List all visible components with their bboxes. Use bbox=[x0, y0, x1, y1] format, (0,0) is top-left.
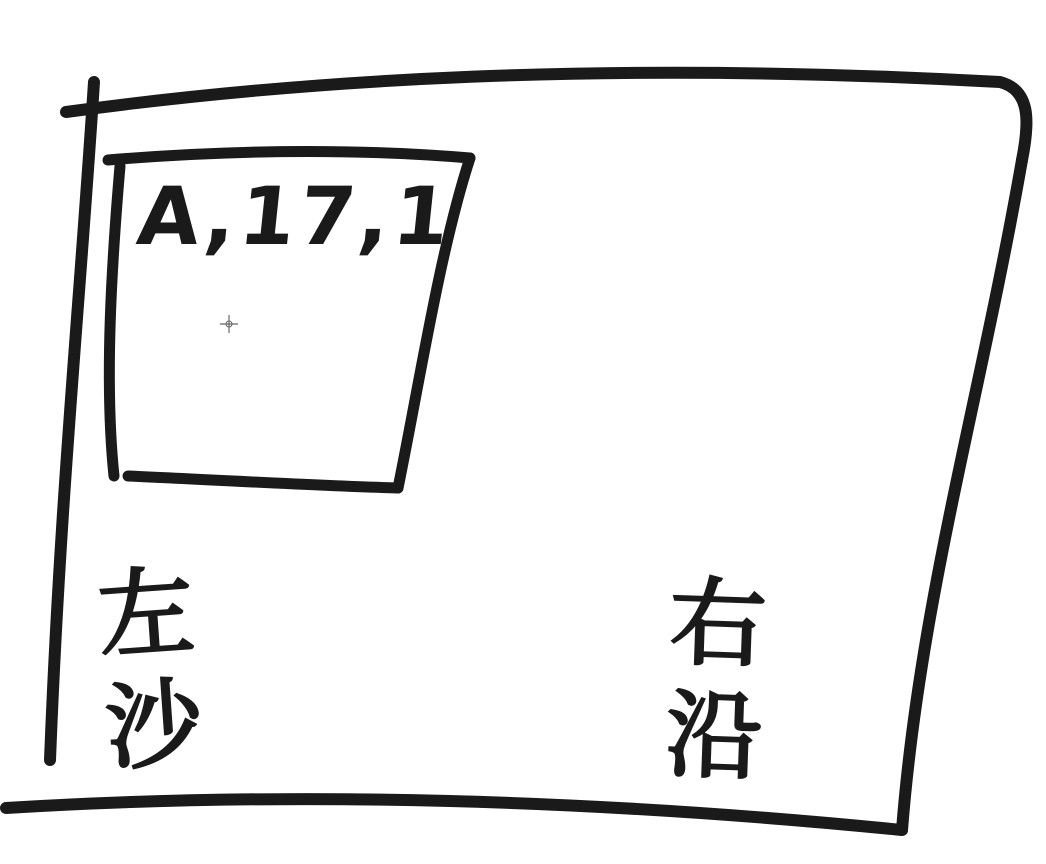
inner-box-top bbox=[108, 151, 470, 160]
left-label-line-2: 沙 bbox=[102, 666, 206, 786]
right-handwritten-label bbox=[664, 566, 768, 793]
crosshair-cursor-icon bbox=[219, 314, 239, 334]
left-label-line-1: 左 bbox=[94, 554, 198, 674]
inner-box-bottom bbox=[128, 476, 398, 488]
left-handwritten-label bbox=[94, 555, 205, 785]
outer-frame-left bbox=[50, 82, 94, 760]
outer-frame-top bbox=[66, 73, 1027, 160]
inner-box-label: A,17,1 bbox=[133, 170, 459, 263]
outer-frame-bottom bbox=[6, 799, 902, 830]
right-label-line-1: 右 bbox=[668, 566, 768, 682]
outer-frame-right bbox=[902, 160, 1022, 830]
right-label-line-2: 沿 bbox=[664, 678, 764, 794]
inner-box-left bbox=[109, 166, 120, 476]
